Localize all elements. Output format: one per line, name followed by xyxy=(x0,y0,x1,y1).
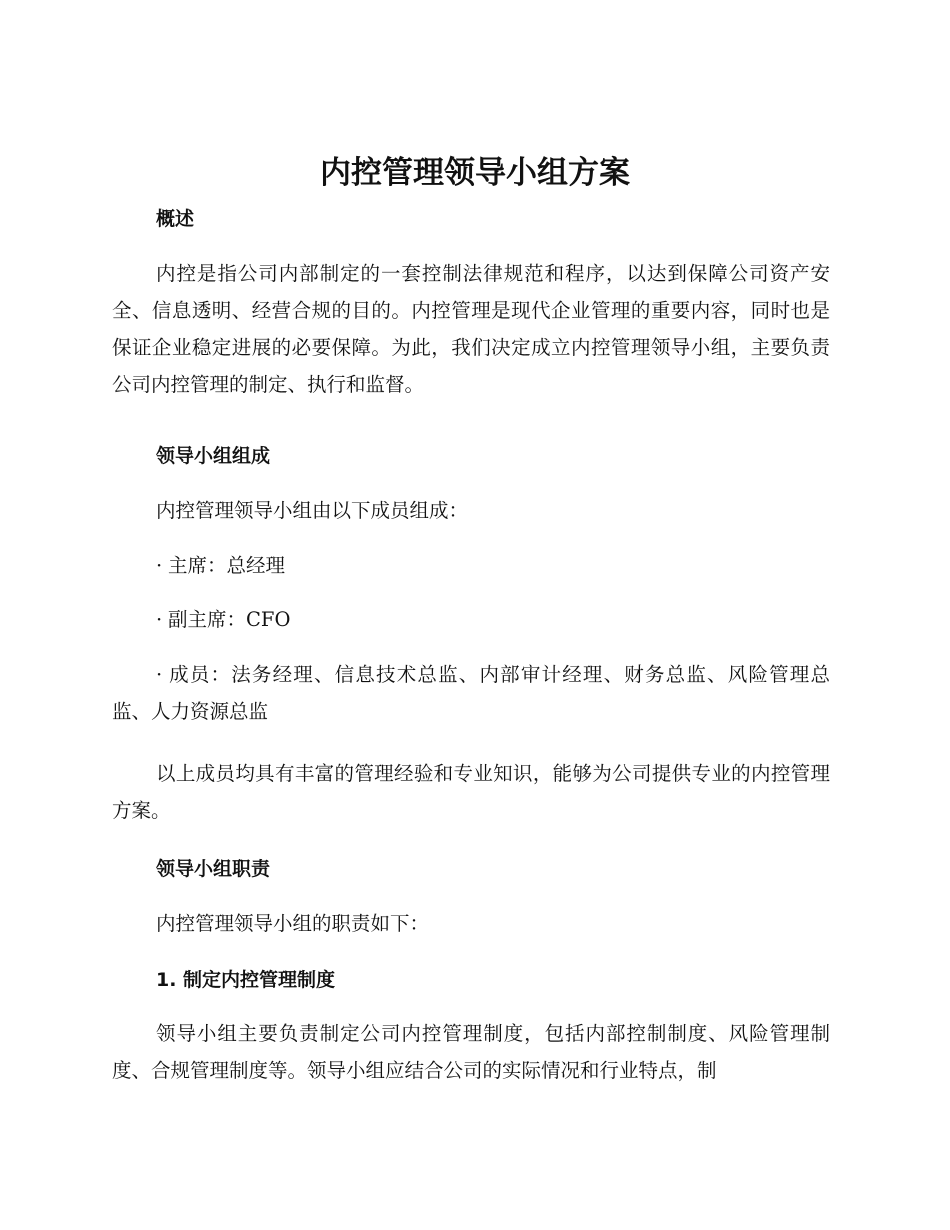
member-list-item xyxy=(112,547,830,584)
member-text: 成员：法务经理、信息技术总监、内部审计经理、财务总监、风险管理总监、人力资源总监 xyxy=(112,663,830,723)
bullet-icon: · xyxy=(156,554,163,577)
overview-paragraph: 内控是指公司内部制定的一套控制法律规范和程序，以达到保障公司资产安全、信息透明、经营合规的目的。内控管理是现代企业管理的重要内容，同时也是保证企业稳定进展的必要保障。为此，我们决定成立内控管理领导小组，主要负责公司内控管理的制定、执行和监督。 xyxy=(112,262,830,396)
bullet-icon: · xyxy=(156,663,163,686)
section-heading-composition: 领导小组组成 xyxy=(156,445,271,467)
section-heading-overview: 概述 xyxy=(156,208,195,230)
member-list-item xyxy=(112,601,830,638)
composition-intro: 内控管理领导小组由以下成员组成： xyxy=(156,499,469,522)
document-title: 内控管理领导小组方案 xyxy=(320,155,630,191)
member-text: 副主席：CFO xyxy=(168,608,291,631)
duty-item-paragraph: 领导小组主要负责制定公司内控管理制度，包括内部控制制度、风险管理制度、合规管理制度等。领导小组应结合公司的实际情况和行业特点，制 xyxy=(112,1022,830,1082)
section-heading-duties: 领导小组职责 xyxy=(156,858,271,880)
member-list-item xyxy=(112,656,830,730)
composition-closing: 以上成员均具有丰富的管理经验和专业知识，能够为公司提供专业的内控管理方案。 xyxy=(112,762,830,822)
duty-item-heading: 1. 制定内控管理制度 xyxy=(156,969,336,991)
bullet-icon: · xyxy=(156,608,163,631)
member-text: 主席：总经理 xyxy=(168,554,286,577)
duties-intro: 内控管理领导小组的职责如下： xyxy=(156,912,430,935)
